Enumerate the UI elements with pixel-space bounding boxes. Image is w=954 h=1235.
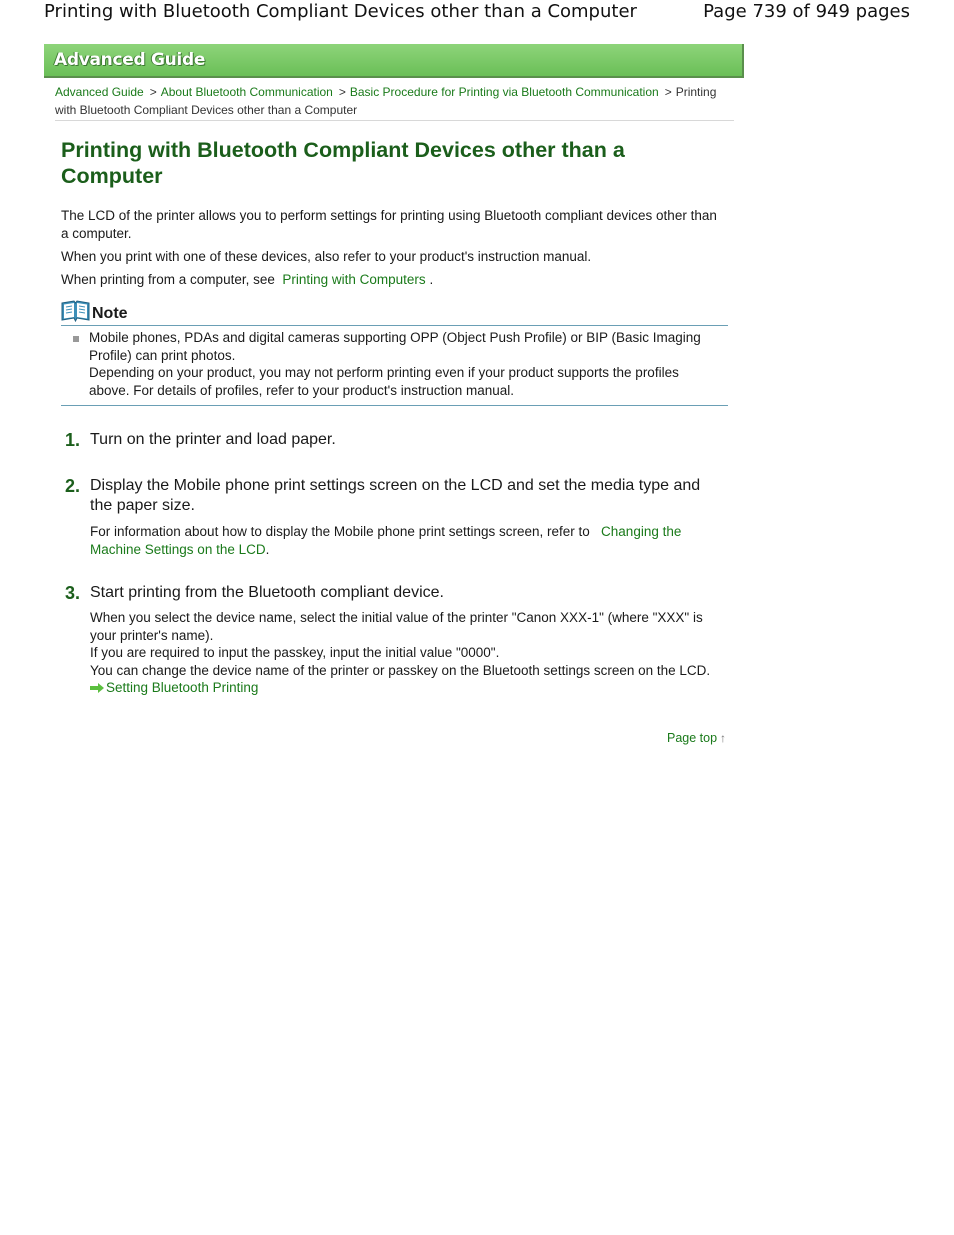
intro-3-period: .	[429, 272, 434, 287]
note-text	[89, 329, 719, 399]
note-body	[61, 329, 728, 406]
printing-with-computers-link[interactable]: Printing with Computers	[282, 272, 426, 287]
breadcrumb-separator: >	[149, 85, 157, 99]
setting-bluetooth-printing-link[interactable]: Setting Bluetooth Printing	[106, 680, 259, 695]
breadcrumb-basic-procedure[interactable]: Basic Procedure for Printing via Bluetooth Communication	[349, 85, 659, 99]
step-3-number: 3.	[65, 583, 81, 603]
breadcrumb	[55, 83, 735, 119]
step-1-number: 1.	[65, 430, 81, 450]
breadcrumb-current: Printing with Bluetooth Compliant Devices other than a Computer	[55, 85, 717, 117]
step-3-body	[90, 609, 720, 697]
arrow-right-icon	[90, 683, 104, 693]
note-label: Note	[92, 305, 128, 322]
intro-paragraph-1: The LCD of the printer allows you to perform settings for printing using Bluetooth compliant devices other than a computer.	[61, 208, 717, 241]
step-3-line-2: If you are required to input the passkey, input the initial value "0000".	[90, 645, 500, 660]
intro-paragraph-2: When you print with one of these devices, also refer to your product's instruction manual.	[61, 249, 592, 264]
bullet-icon	[73, 336, 79, 342]
breadcrumb-separator: >	[338, 85, 346, 99]
step-2-body	[90, 523, 720, 558]
note-line-2: Depending on your product, you may not perform printing even if your product supports the profiles above. For details of profiles, refer to your product's instruction manual.	[89, 365, 679, 398]
advanced-guide-banner	[44, 44, 744, 78]
step-2-period: .	[265, 541, 270, 557]
step-2-title: Display the Mobile phone print settings screen on the LCD and set the media type and the paper size.	[90, 477, 701, 514]
step-1-title: Turn on the printer and load paper.	[90, 431, 336, 448]
page-top-link[interactable]	[667, 731, 726, 745]
banner-label: Advanced Guide	[54, 50, 206, 70]
page-top-label: Page top	[667, 731, 718, 745]
step-2-text: For information about how to display the Mobile phone print settings screen, refer to	[90, 524, 590, 539]
step-3-line-1: When you select the device name, select the initial value of the printer "Canon XXX-1" (where "XXX" is your printer's name).	[90, 610, 703, 643]
page-title: Printing with Bluetooth Compliant Devices other than a Computer	[61, 138, 625, 188]
page-header	[0, 0, 954, 30]
arrow-up-icon: ↑	[720, 731, 727, 745]
step-3-line-3: You can change the device name of the printer or passkey on the Bluetooth settings screen on the LCD.	[90, 662, 711, 678]
breadcrumb-separator: >	[664, 85, 672, 99]
book-icon	[61, 300, 90, 322]
document-title: Printing with Bluetooth Compliant Devices other than a Computer	[44, 1, 637, 22]
step-3-title: Start printing from the Bluetooth compliant device.	[90, 584, 444, 601]
step-2-number: 2.	[65, 476, 81, 496]
intro-paragraph-3	[61, 271, 721, 289]
page-counter: Page 739 of 949 pages	[703, 1, 910, 22]
breadcrumb-about-bluetooth[interactable]: About Bluetooth Communication	[160, 85, 333, 99]
intro-3-text: When printing from a computer, see	[61, 272, 275, 287]
breadcrumb-advanced-guide[interactable]: Advanced Guide	[55, 85, 144, 99]
changing-machine-settings-link[interactable]: Changing the Machine Settings on the LCD	[90, 524, 682, 557]
breadcrumb-divider	[55, 120, 734, 121]
note-header	[61, 300, 728, 326]
step-3-link-row	[90, 679, 720, 697]
note-line-1: Mobile phones, PDAs and digital cameras supporting OPP (Object Push Profile) or BIP (Basic Imaging Profile) can print photos.	[89, 330, 701, 363]
